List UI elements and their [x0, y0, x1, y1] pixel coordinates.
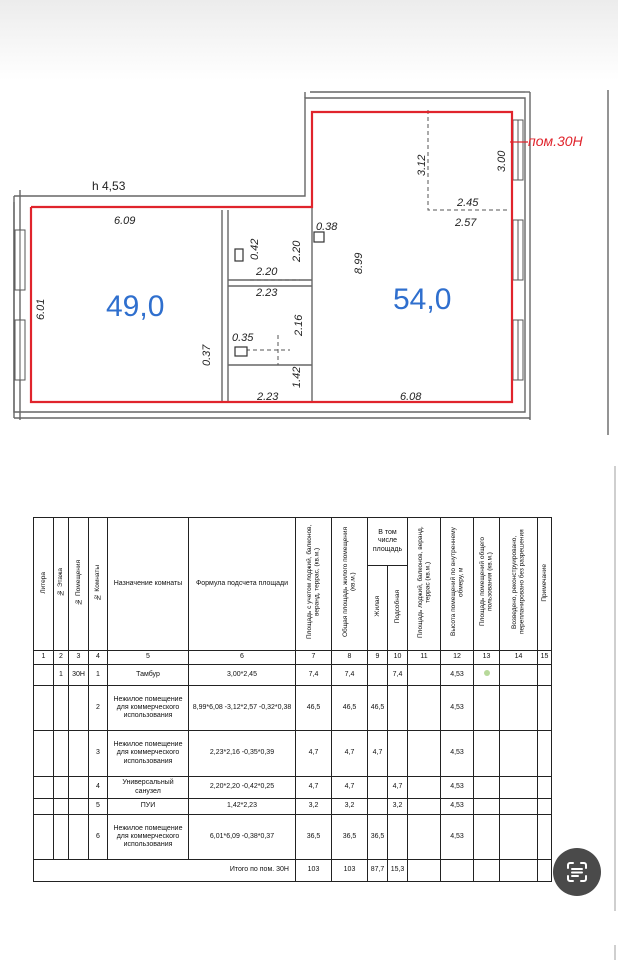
cell-premises — [69, 777, 89, 799]
totals-row — [34, 860, 552, 882]
dim-niche-bottom: 2.57 — [455, 217, 477, 229]
header-note: Примечание — [540, 563, 548, 602]
cell-room: 2 — [89, 686, 108, 731]
status-dot — [484, 670, 490, 676]
table-row — [34, 815, 552, 860]
header-row — [34, 518, 552, 566]
cell-general: 4,7 — [332, 777, 368, 799]
dim-col-lower: 0.35 — [232, 332, 254, 344]
dim-wet-a: 0.42 — [249, 238, 261, 260]
header-formula: Формула подсчета площади — [189, 518, 296, 651]
col-number: 11 — [408, 651, 441, 665]
dim-niche-top: 2.45 — [457, 197, 479, 209]
area-left: 49,0 — [106, 290, 165, 323]
col-number: 13 — [474, 651, 500, 665]
totals-label: Итого по пом. 30Н — [34, 860, 296, 882]
col-number: 4 — [89, 651, 108, 665]
explication-table — [33, 517, 552, 882]
cell-general: 36,5 — [332, 815, 368, 860]
table-row — [34, 686, 552, 731]
cell-premises: 30Н — [69, 665, 89, 686]
header-living: Жилая — [373, 596, 381, 617]
col-number: 3 — [69, 651, 89, 665]
cell-aux: 4,7 — [388, 777, 408, 799]
dim-wet-b: 2.20 — [291, 240, 303, 262]
cell-total: 36,5 — [296, 815, 332, 860]
cell-height: 4,53 — [441, 731, 474, 777]
dim-inner-v1: 3.12 — [416, 154, 428, 176]
cell-purpose: Тамбур — [108, 665, 189, 686]
cell-purpose: Нежилое помещение для коммерческого использования — [108, 686, 189, 731]
header-rebuilt: Возведено, реконструировано, перепланировано без разрешения — [511, 530, 526, 635]
cell-living — [368, 665, 388, 686]
room-label: пом.30Н — [528, 133, 583, 149]
cell-floor — [54, 686, 69, 731]
col-number: 7 — [296, 651, 332, 665]
cell-total: 4,7 — [296, 777, 332, 799]
cell-height: 4,53 — [441, 777, 474, 799]
cell-general: 7,4 — [332, 665, 368, 686]
cell-formula: 6,01*6,09 -0,38*0,37 — [189, 815, 296, 860]
cell-floor — [54, 731, 69, 777]
cell-aux — [388, 731, 408, 777]
height-label: h 4,53 — [92, 179, 126, 193]
dim-left-bottom: 2.23 — [257, 391, 279, 403]
dim-left-side: 6.01 — [35, 298, 47, 320]
cell-premises — [69, 799, 89, 815]
cell-premises — [69, 731, 89, 777]
cell-total: 3,2 — [296, 799, 332, 815]
header-area-total: Площадь с учетом лоджий, балконов, веранд, террас, (кв.м.) — [306, 525, 321, 640]
area-right: 54,0 — [393, 283, 452, 316]
cell-aux: 3,2 — [388, 799, 408, 815]
cell-height: 4,53 — [441, 815, 474, 860]
text-scan-icon — [565, 860, 589, 884]
cell-formula: 2,20*2,20 -0,42*0,25 — [189, 777, 296, 799]
header-height: Высота помещений по внутреннему обмеру, м — [449, 528, 465, 637]
premises-boundary — [31, 112, 512, 402]
top-bar — [0, 0, 618, 80]
windows — [15, 120, 523, 380]
totals-living: 87,7 — [368, 860, 388, 882]
cell-floor: 1 — [54, 665, 69, 686]
col-number: 9 — [368, 651, 388, 665]
header-common: Площадь помещений общего пользования (кв.м.) — [479, 538, 494, 627]
text-scan-button[interactable] — [553, 848, 601, 896]
cell-purpose: Нежилое помещение для коммерческого использования — [108, 731, 189, 777]
cell-living — [368, 799, 388, 815]
totals-total: 103 — [296, 860, 332, 882]
col-number: 12 — [441, 651, 474, 665]
dim-col-lower-v: 0.37 — [201, 344, 213, 366]
totals-general: 103 — [332, 860, 368, 882]
cell-height: 4,53 — [441, 665, 474, 686]
dim-wet-c: 2.20 — [256, 266, 278, 278]
table-row — [34, 665, 552, 686]
cell-height: 4,53 — [441, 686, 474, 731]
cell-floor — [54, 799, 69, 815]
cell-formula: 8,99*6,08 -3,12*2,57 -0,32*0,38 — [189, 686, 296, 731]
header-premises: № Помещения — [74, 560, 82, 605]
dim-left-top: 6.09 — [114, 215, 136, 227]
dim-wet-d: 2.23 — [256, 287, 278, 299]
column-number-row — [34, 651, 552, 665]
floor-plan — [0, 90, 618, 435]
cell-floor — [54, 815, 69, 860]
col-number: 14 — [500, 651, 538, 665]
col-number: 2 — [54, 651, 69, 665]
cell-formula: 1,42*2,23 — [189, 799, 296, 815]
cell-living: 46,5 — [368, 686, 388, 731]
cell-room: 1 — [89, 665, 108, 686]
cell-height: 4,53 — [441, 799, 474, 815]
dim-center-vertical: 8.99 — [353, 252, 365, 274]
cell-general: 46,5 — [332, 686, 368, 731]
cell-general: 3,2 — [332, 799, 368, 815]
cell-total: 7,4 — [296, 665, 332, 686]
header-loggia: Площадь лоджий, балконов, веранд, террас (кв.м.) — [416, 526, 432, 639]
col-number: 10 — [388, 651, 408, 665]
cell-living — [368, 777, 388, 799]
col-number: 6 — [189, 651, 296, 665]
table-row — [34, 777, 552, 799]
cell-premises — [69, 686, 89, 731]
cell-room: 6 — [89, 815, 108, 860]
sheet-edge — [614, 945, 616, 960]
header-purpose: Назначение комнаты — [108, 518, 189, 651]
col-number: 1 — [34, 651, 54, 665]
header-area-general: Общая площадь жилого помещения (кв.м.) — [342, 527, 357, 638]
cell-floor — [54, 777, 69, 799]
col-number: 15 — [538, 651, 552, 665]
dim-right-bottom: 6.08 — [400, 391, 422, 403]
totals-aux: 15,3 — [388, 860, 408, 882]
cell-general: 4,7 — [332, 731, 368, 777]
cell-formula: 3,00*2,45 — [189, 665, 296, 686]
cell-room: 3 — [89, 731, 108, 777]
dim-col-upper: 0.38 — [316, 221, 338, 233]
cell-aux — [388, 686, 408, 731]
cell-room: 4 — [89, 777, 108, 799]
header-litera: Литера — [39, 571, 47, 594]
header-floor: № Этажа — [57, 568, 65, 597]
dim-wet-e: 2.16 — [293, 314, 305, 336]
cell-premises — [69, 815, 89, 860]
col-number: 5 — [108, 651, 189, 665]
cell-living: 4,7 — [368, 731, 388, 777]
cell-purpose: ПУИ — [108, 799, 189, 815]
header-room: № Комнаты — [94, 564, 102, 601]
header-aux: Подсобная — [393, 589, 401, 624]
dim-bottom-v: 1.42 — [291, 366, 303, 388]
cell-purpose: Нежилое помещение для коммерческого использования — [108, 815, 189, 860]
sheet-edge — [614, 466, 616, 911]
header-incl-group: В том числе площадь — [368, 518, 408, 566]
cell-aux — [388, 815, 408, 860]
cell-formula: 2,23*2,16 -0,35*0,39 — [189, 731, 296, 777]
dim-right-side: 3.00 — [496, 150, 508, 172]
table-row — [34, 731, 552, 777]
niche — [246, 110, 510, 365]
cell-living: 36,5 — [368, 815, 388, 860]
cell-aux: 7,4 — [388, 665, 408, 686]
cell-purpose: Универсальный санузел — [108, 777, 189, 799]
table-row — [34, 799, 552, 815]
cell-total: 46,5 — [296, 686, 332, 731]
cell-total: 4,7 — [296, 731, 332, 777]
col-number: 8 — [332, 651, 368, 665]
cell-room: 5 — [89, 799, 108, 815]
